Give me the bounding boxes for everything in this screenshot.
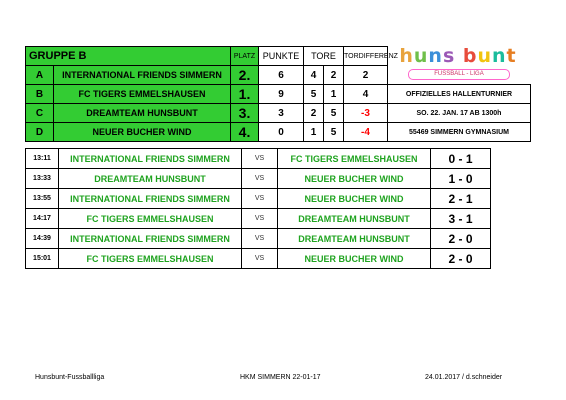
info-tournament: OFFIZIELLES HALLENTURNIER [388, 85, 531, 104]
hunsbunt-logo [388, 45, 528, 83]
match-row [26, 169, 491, 189]
group-goals-for: 1 [304, 123, 324, 142]
group-team: DREAMTEAM HUNSBUNT [54, 104, 231, 123]
header-tordifferenz: TORDIFFERENZ [344, 47, 388, 66]
match-home-team: INTERNATIONAL FRIENDS SIMMERN [59, 229, 242, 249]
logo-letter: u [413, 44, 429, 67]
group-goals-against: 2 [324, 66, 344, 85]
group-points: 6 [259, 66, 304, 85]
group-place: 1. [231, 85, 259, 104]
footer-left: Hunsbunt-Fussballliga [35, 374, 105, 381]
match-vs: VS [242, 189, 278, 209]
group-goals-against: 5 [324, 123, 344, 142]
group-place: 3. [231, 104, 259, 123]
header-tore: TORE [304, 47, 344, 66]
match-time: 14:17 [26, 209, 59, 229]
match-vs: VS [242, 149, 278, 169]
match-time: 14:39 [26, 229, 59, 249]
match-vs: VS [242, 229, 278, 249]
group-title: GRUPPE B [26, 47, 231, 66]
match-away-team: DREAMTEAM HUNSBUNT [278, 209, 431, 229]
match-score: 2 - 0 [431, 249, 491, 269]
group-team: FC TIGERS EMMELSHAUSEN [54, 85, 231, 104]
group-points: 9 [259, 85, 304, 104]
logo-banner: FUSSBALL - LIGA [408, 69, 510, 80]
group-letter: A [26, 66, 54, 85]
group-team: INTERNATIONAL FRIENDS SIMMERN [54, 66, 231, 85]
group-team: NEUER BUCHER WIND [54, 123, 231, 142]
match-time: 13:33 [26, 169, 59, 189]
group-header-row [26, 47, 531, 66]
match-home-team: FC TIGERS EMMELSHAUSEN [59, 249, 242, 269]
match-row [26, 189, 491, 209]
logo-letter: u [477, 44, 493, 67]
match-score: 2 - 0 [431, 229, 491, 249]
logo-cell [388, 44, 531, 85]
footer-right: 24.01.2017 / d.schneider [425, 374, 503, 381]
match-time: 15:01 [26, 249, 59, 269]
group-diff: 2 [344, 66, 388, 85]
match-row [26, 229, 491, 249]
logo-letter: n [428, 44, 443, 67]
logo-letter: n [492, 44, 507, 67]
group-letter: B [26, 85, 54, 104]
match-row [26, 249, 491, 269]
match-home-team: DREAMTEAM HUNSBUNT [59, 169, 242, 189]
match-table [25, 148, 491, 269]
logo-letter: b [462, 44, 478, 67]
match-score: 1 - 0 [431, 169, 491, 189]
group-diff: -3 [344, 104, 388, 123]
group-letter: C [26, 104, 54, 123]
match-score: 0 - 1 [431, 149, 491, 169]
match-away-team: NEUER BUCHER WIND [278, 169, 431, 189]
info-date: SO. 22. JAN. 17 AB 1300h [388, 104, 531, 123]
group-diff: -4 [344, 123, 388, 142]
match-vs: VS [242, 209, 278, 229]
group-row [26, 85, 531, 104]
match-row [26, 149, 491, 169]
group-goals-for: 4 [304, 66, 324, 85]
group-goals-for: 5 [304, 85, 324, 104]
group-diff: 4 [344, 85, 388, 104]
logo-letter: s [442, 44, 456, 67]
logo-letter [455, 45, 463, 67]
group-points: 3 [259, 104, 304, 123]
match-score: 2 - 1 [431, 189, 491, 209]
match-away-team: DREAMTEAM HUNSBUNT [278, 229, 431, 249]
group-row [26, 123, 531, 142]
match-away-team: FC TIGERS EMMELSHAUSEN [278, 149, 431, 169]
group-letter: D [26, 123, 54, 142]
logo-letter: h [399, 44, 414, 67]
match-away-team: NEUER BUCHER WIND [278, 249, 431, 269]
match-away-team: NEUER BUCHER WIND [278, 189, 431, 209]
group-goals-against: 1 [324, 85, 344, 104]
group-goals-for: 2 [304, 104, 324, 123]
group-place: 2. [231, 66, 259, 85]
match-home-team: INTERNATIONAL FRIENDS SIMMERN [59, 189, 242, 209]
match-vs: VS [242, 169, 278, 189]
group-row [26, 104, 531, 123]
match-home-team: FC TIGERS EMMELSHAUSEN [59, 209, 242, 229]
header-punkte: PUNKTE [259, 47, 304, 66]
match-time: 13:11 [26, 149, 59, 169]
match-row [26, 209, 491, 229]
group-place: 4. [231, 123, 259, 142]
logo-letter: t [506, 44, 517, 67]
info-venue: 55469 SIMMERN GYMNASIUM [388, 123, 531, 142]
logo-wordmark [388, 45, 528, 67]
match-home-team: INTERNATIONAL FRIENDS SIMMERN [59, 149, 242, 169]
header-platz: PLATZ [231, 47, 259, 66]
footer-center: HKM SIMMERN 22-01-17 [240, 374, 321, 381]
group-goals-against: 5 [324, 104, 344, 123]
match-vs: VS [242, 249, 278, 269]
group-table [25, 46, 531, 142]
match-score: 3 - 1 [431, 209, 491, 229]
match-time: 13:55 [26, 189, 59, 209]
group-points: 0 [259, 123, 304, 142]
